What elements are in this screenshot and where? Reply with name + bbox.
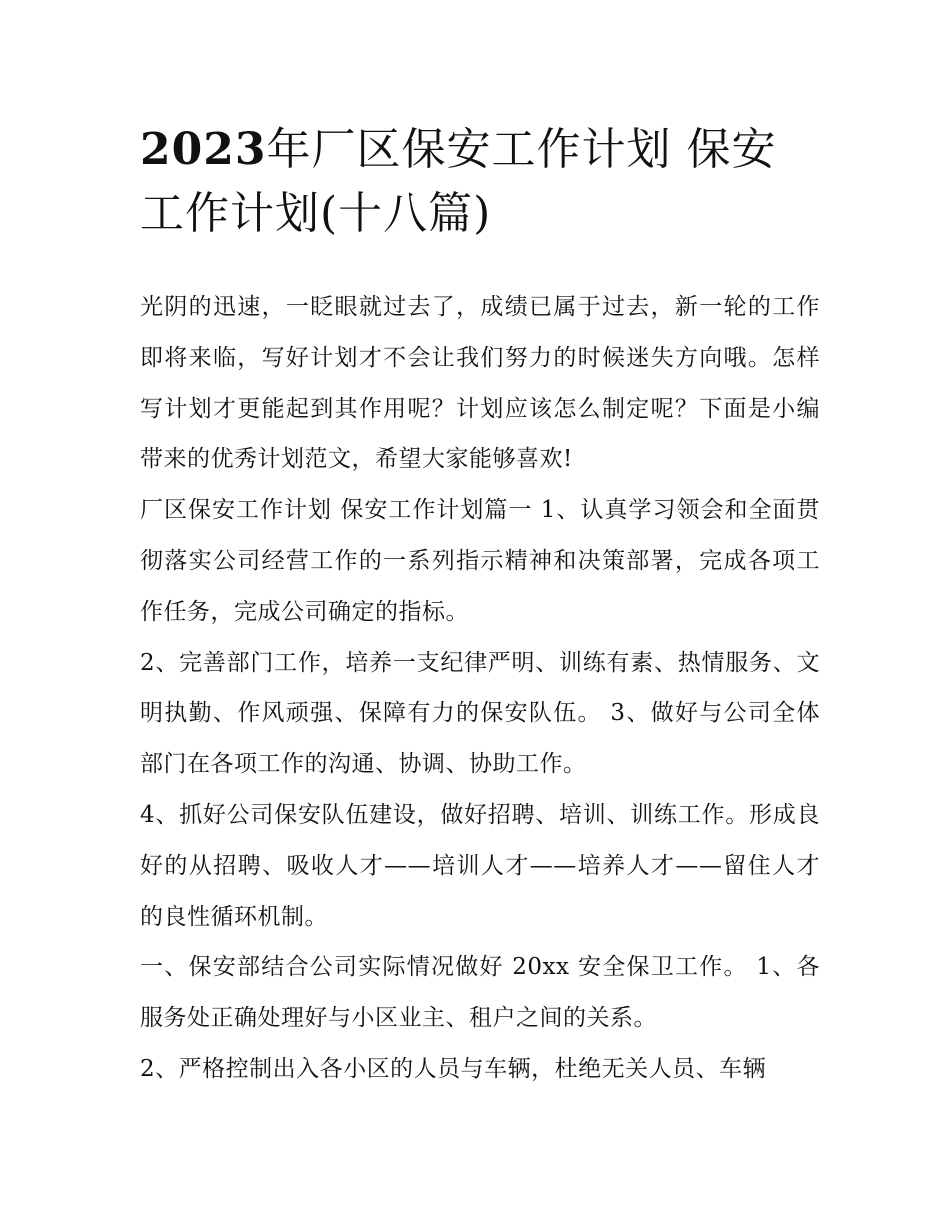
paragraph-item-4: 4、抓好公司保安队伍建设，做好招聘、培训、训练工作。形成良好的从招聘、吸收人才——培训人才——培养人才——留住人才的良性循环机制。 [140,801,820,930]
paragraph-section-1-item-2: 2、严格控制出入各小区的人员与车辆，杜绝无关人员、车辆 [140,1055,767,1082]
paragraph-section-1: 一、保安部结合公司实际情况做好 20xx 安全保卫工作。 1、各服务处正确处理好与小区业主、租户之间的关系。 [140,954,820,1032]
paragraph-item-1: 厂区保安工作计划 保安工作计划篇一 1、认真学习领会和全面贯彻落实公司经营工作的一系列指示精神和决策部署，完成各项工作任务，完成公司确定的指标。 [140,497,820,625]
document-body [140,282,820,1095]
title-text: 年厂区保安工作计划 保安工作计划(十八篇) [140,124,777,239]
paragraph-intro: 光阴的迅速，一眨眼就过去了，成绩已属于过去，新一轮的工作即将来临，写好计划才不会让我们努力的时候迷失方向哦。怎样写计划才更能起到其作用呢？计划应该怎么制定呢？下面是小编带来的优秀计划范文，希望大家能够喜欢! [140,294,820,473]
title-year: 2023 [140,124,267,175]
document-title [140,118,820,246]
paragraph-item-2-3: 2、完善部门工作，培养一支纪律严明、训练有素、热情服务、文明执勤、作风顽强、保障有力的保安队伍。 3、做好与公司全体部门在各项工作的沟通、协调、协助工作。 [140,649,820,778]
